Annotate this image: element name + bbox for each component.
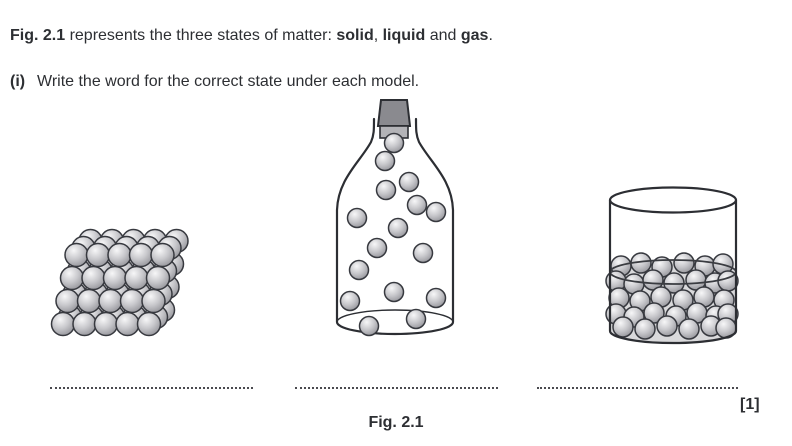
part-instruction: Write the word for the correct state under each model. <box>37 73 420 90</box>
answer-line-liquid[interactable] <box>537 379 738 389</box>
particle-sphere <box>121 290 144 313</box>
figure-caption: Fig. 2.1 <box>368 414 424 431</box>
particle-sphere <box>400 173 419 192</box>
particle-sphere <box>78 290 101 313</box>
particle-sphere <box>414 244 433 263</box>
particle-sphere <box>341 292 360 311</box>
gas-bottle-model <box>337 100 453 336</box>
particle-sphere <box>138 313 161 336</box>
bottle-cork-icon <box>378 100 410 126</box>
particle-sphere <box>99 290 122 313</box>
particle-sphere <box>151 244 174 267</box>
particle-sphere <box>73 313 96 336</box>
particle-sphere <box>377 181 396 200</box>
particle-sphere <box>52 313 75 336</box>
particle-sphere <box>389 219 408 238</box>
particle-sphere <box>427 289 446 308</box>
intro-gas: gas <box>460 27 489 44</box>
bottle-base-ellipse <box>337 310 453 322</box>
particle-sphere <box>350 261 369 280</box>
answer-line-gas[interactable] <box>295 379 498 389</box>
intro-liquid: liquid <box>382 27 426 44</box>
particle-sphere <box>82 267 105 290</box>
particle-sphere <box>65 244 88 267</box>
figure-2-1 <box>0 85 792 360</box>
intro-text-4: . <box>488 27 493 44</box>
particle-sphere <box>87 244 110 267</box>
particle-sphere <box>408 196 427 215</box>
marks-badge: [1] <box>740 396 760 413</box>
answer-line-solid[interactable] <box>50 379 253 389</box>
particle-sphere <box>368 239 387 258</box>
particle-sphere <box>104 267 127 290</box>
particle-sphere <box>147 267 170 290</box>
beaker-rim-ellipse <box>610 188 736 213</box>
particle-sphere <box>348 209 367 228</box>
particle-sphere <box>674 253 694 273</box>
intro-text-1: represents the three states of matter: <box>65 27 337 44</box>
part-label: (i) <box>10 73 26 90</box>
particle-sphere <box>61 267 84 290</box>
particle-sphere <box>56 290 79 313</box>
particle-sphere <box>657 316 677 336</box>
particle-sphere <box>116 313 139 336</box>
particle-sphere <box>360 317 379 336</box>
intro-fig-ref: Fig. 2.1 <box>10 27 66 44</box>
liquid-beaker-model <box>606 188 738 344</box>
intro-text-2: , <box>373 27 383 44</box>
particle-sphere <box>613 317 633 337</box>
particle-sphere <box>407 310 426 329</box>
particle-sphere <box>125 267 148 290</box>
particle-sphere <box>376 152 395 171</box>
solid-particles-model <box>52 230 189 336</box>
particle-sphere <box>95 313 118 336</box>
particle-sphere <box>427 203 446 222</box>
particle-sphere <box>679 319 699 339</box>
particle-sphere <box>385 134 404 153</box>
particle-sphere <box>142 290 165 313</box>
question-intro <box>10 26 493 46</box>
particle-sphere <box>130 244 153 267</box>
particle-sphere <box>385 283 404 302</box>
particle-sphere <box>108 244 131 267</box>
intro-solid: solid <box>336 27 374 44</box>
intro-text-3: and <box>425 27 461 44</box>
particle-sphere <box>635 319 655 339</box>
